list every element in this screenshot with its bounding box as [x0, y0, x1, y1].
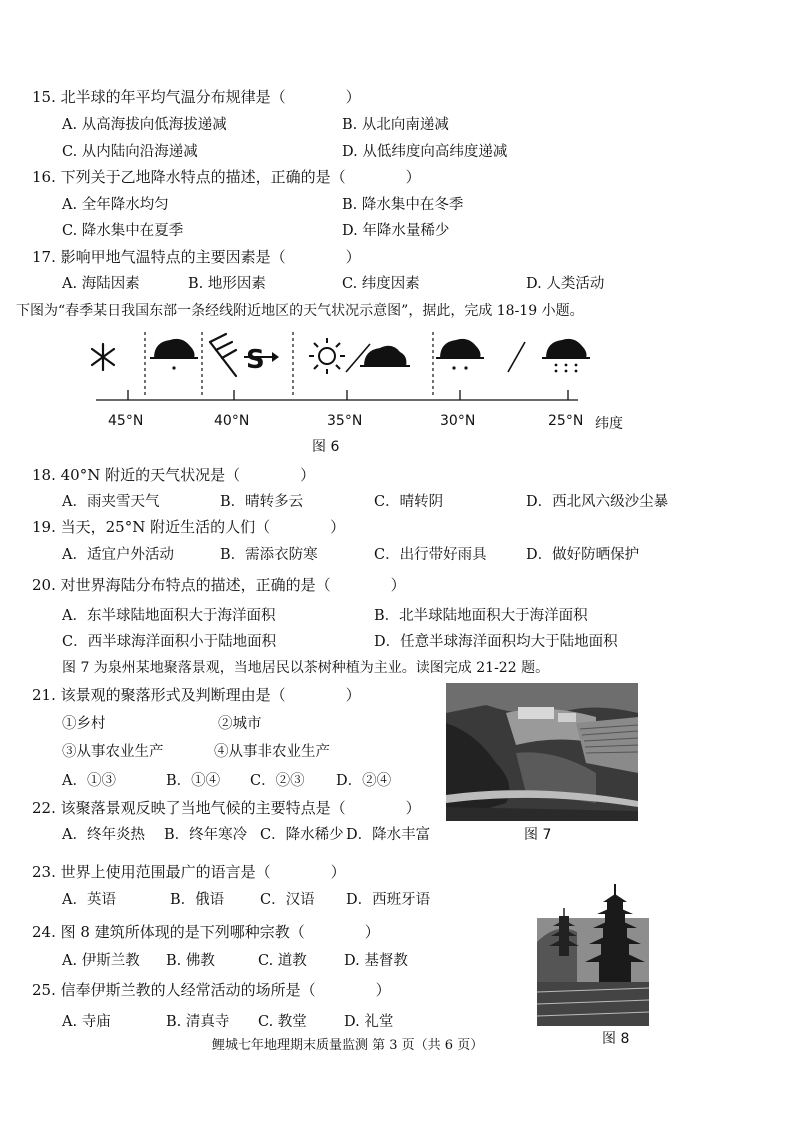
- question-16-option-b[interactable]: B. 降水集中在冬季: [342, 197, 464, 213]
- question-18-stem: 18. 40°N 附近的天气状况是（ ）: [32, 466, 316, 484]
- figure-6-tick-label-40: 40°N: [214, 413, 250, 429]
- question-21-statement-4: ④从事非农业生产: [214, 744, 330, 760]
- page-footer: 鲤城七年地理期末质量监测 第 3 页（共 6 页）: [212, 1038, 484, 1053]
- question-17-option-b[interactable]: B. 地形因素: [188, 276, 266, 292]
- question-25-option-c[interactable]: C. 教堂: [258, 1014, 307, 1030]
- question-19-option-c[interactable]: C．出行带好雨具: [374, 547, 487, 563]
- sandstorm-icon: [244, 345, 279, 375]
- question-20-stem: 20. 对世界海陆分布特点的描述，正确的是（ ）: [32, 576, 406, 594]
- question-19-option-a[interactable]: A．适宜户外活动: [62, 547, 174, 563]
- question-21-option-b[interactable]: B．①④: [166, 773, 221, 789]
- question-15-option-c[interactable]: C. 从内陆向沿海递减: [62, 144, 198, 160]
- question-16-option-d[interactable]: D. 年降水量稀少: [342, 223, 450, 239]
- question-19-option-d[interactable]: D．做好防晒保护: [526, 547, 640, 563]
- question-23-option-a[interactable]: A．英语: [62, 892, 116, 908]
- question-22-option-b[interactable]: B．终年寒冷: [164, 827, 248, 843]
- change-slash-2: [508, 342, 525, 372]
- question-24-option-c[interactable]: C. 道教: [258, 953, 307, 969]
- question-24-stem: 24. 图 8 建筑所体现的是下列哪种宗教（ ）: [32, 923, 380, 941]
- question-17-option-c[interactable]: C. 纬度因素: [342, 276, 420, 292]
- sun-icon: [309, 338, 345, 374]
- question-25-option-a[interactable]: A. 寺庙: [62, 1014, 111, 1030]
- question-21-statement-1: ①乡村: [62, 716, 106, 732]
- question-15-option-d[interactable]: D. 从低纬度向高纬度递减: [342, 144, 508, 160]
- question-23-stem: 23. 世界上使用范围最广的语言是（ ）: [32, 863, 346, 881]
- question-23-option-d[interactable]: D．西班牙语: [346, 892, 431, 908]
- question-18-option-d[interactable]: D．西北风六级沙尘暴: [526, 494, 669, 510]
- figure-8-pagoda-photo: [537, 882, 649, 1026]
- question-20-option-d[interactable]: D．任意半球海洋面积均大于陆地面积: [374, 634, 618, 650]
- question-21-statement-3: ③从事农业生产: [62, 744, 164, 760]
- question-22-stem: 22. 该聚落景观反映了当地气候的主要特点是（ ）: [32, 799, 421, 817]
- figure-6-tick-label-35: 35°N: [327, 413, 363, 429]
- figure-6-tick-label-25: 25°N: [548, 413, 584, 429]
- intro-18-19: 下图为“春季某日我国东部一条经线附近地区的天气状况示意图”，据此，完成 18-19 小题。: [16, 303, 584, 319]
- question-16-option-a[interactable]: A. 全年降水均匀: [62, 197, 169, 213]
- question-21-option-d[interactable]: D．②④: [336, 773, 392, 789]
- question-25-stem: 25. 信奉伊斯兰教的人经常活动的场所是（ ）: [32, 981, 391, 999]
- question-20-option-b[interactable]: B．北半球陆地面积大于海洋面积: [374, 608, 588, 624]
- figure-6-tick-label-45: 45°N: [108, 413, 144, 429]
- question-24-option-a[interactable]: A. 伊斯兰教: [62, 953, 140, 969]
- question-16-option-c[interactable]: C. 降水集中在夏季: [62, 223, 184, 239]
- figure-6-axis-label: 纬度: [595, 416, 623, 432]
- question-22-option-c[interactable]: C．降水稀少: [260, 827, 344, 843]
- question-21-statement-2: ②城市: [218, 716, 262, 732]
- question-20-option-c[interactable]: C．西半球海洋面积小于陆地面积: [62, 634, 277, 650]
- question-18-option-b[interactable]: B．晴转多云: [220, 494, 304, 510]
- question-20-option-a[interactable]: A．东半球陆地面积大于海洋面积: [62, 608, 276, 624]
- question-24-option-d[interactable]: D. 基督教: [344, 953, 408, 969]
- question-17-option-a[interactable]: A. 海陆因素: [62, 276, 140, 292]
- question-18-option-a[interactable]: A．雨夹雪天气: [62, 494, 160, 510]
- question-17-option-d[interactable]: D. 人类活动: [526, 276, 605, 292]
- figure-7-village-photo: [446, 683, 638, 821]
- question-22-option-a[interactable]: A．终年炎热: [62, 827, 145, 843]
- question-15-option-a[interactable]: A. 从高海拔向低海拔递减: [62, 117, 227, 133]
- question-21-stem: 21. 该景观的聚落形式及判断理由是（ ）: [32, 686, 361, 704]
- wind-icon: [210, 334, 236, 376]
- rain-cloud-icon: [436, 339, 484, 370]
- question-15-option-b[interactable]: B. 从北向南递减: [342, 117, 449, 133]
- question-19-stem: 19. 当天，25°N 附近生活的人们（ ）: [32, 518, 346, 536]
- question-21-option-a[interactable]: A．①③: [62, 773, 116, 789]
- figure-8-caption: 图 8: [602, 1031, 630, 1047]
- figure-6-tick-label-30: 30°N: [440, 413, 476, 429]
- svg-text:S: S: [246, 345, 265, 375]
- figure-6-caption: 图 6: [312, 439, 340, 455]
- question-19-option-b[interactable]: B．需添衣防寒: [220, 547, 318, 563]
- question-22-option-d[interactable]: D．降水丰富: [346, 827, 431, 843]
- snow-icon: [92, 344, 114, 370]
- question-18-option-c[interactable]: C．晴转阴: [374, 494, 444, 510]
- question-25-option-d[interactable]: D. 礼堂: [344, 1014, 394, 1030]
- question-23-option-b[interactable]: B．俄语: [170, 892, 225, 908]
- question-16-stem: 16. 下列关于乙地降水特点的描述，正确的是（ ）: [32, 168, 421, 186]
- question-25-option-b[interactable]: B. 清真寺: [166, 1014, 230, 1030]
- figure-7-caption: 图 7: [524, 827, 552, 843]
- heavy-rain-cloud-icon: [542, 339, 590, 373]
- cloud-icon: [360, 346, 410, 366]
- question-24-option-b[interactable]: B. 佛教: [166, 953, 215, 969]
- question-17-stem: 17. 影响甲地气温特点的主要因素是（ ）: [32, 248, 361, 266]
- intro-21-22: 图 7 为泉州某地聚落景观，当地居民以茶树种植为主业。读图完成 21-22 题。: [62, 660, 550, 676]
- question-15-stem: 15. 北半球的年平均气温分布规律是（ ）: [32, 88, 361, 106]
- question-23-option-c[interactable]: C．汉语: [260, 892, 315, 908]
- light-rain-cloud-icon: [150, 339, 198, 370]
- question-21-option-c[interactable]: C．②③: [250, 773, 305, 789]
